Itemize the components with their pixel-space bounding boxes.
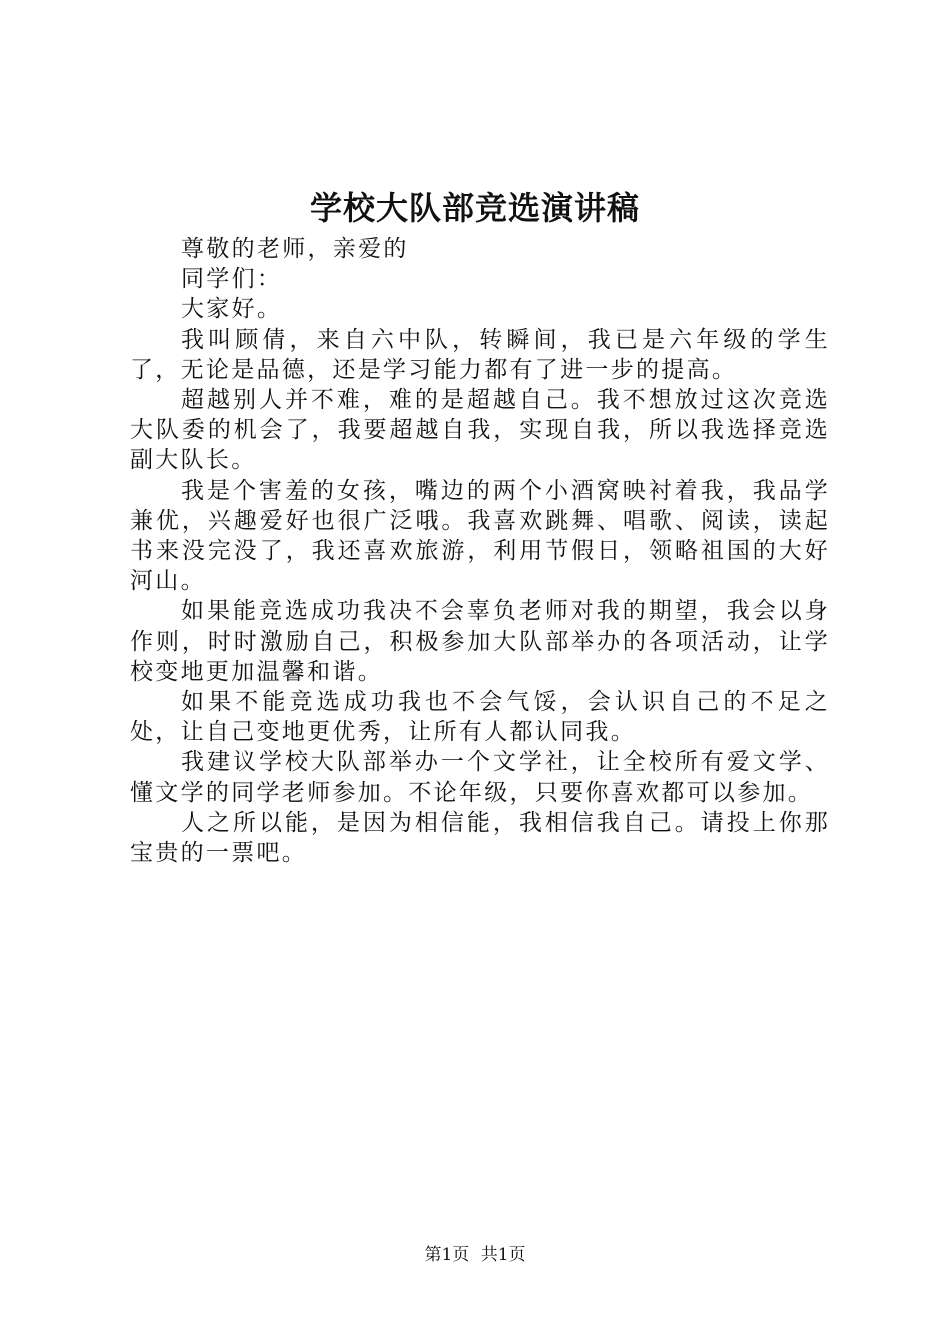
- paragraph: 我是个害羞的女孩，嘴边的两个小酒窝映衬着我，我品学兼优，兴趣爱好也很广泛哦。我喜欢跳舞、唱歌、阅读，读起书来没完没了，我还喜欢旅游，利用节假日，领略祖国的大好河山。: [130, 477, 830, 595]
- paragraph: 尊敬的老师，亲爱的: [181, 236, 409, 262]
- document-body: [130, 234, 830, 868]
- paragraph: 我建议学校大队部举办一个文学社，让全校所有爱文学、懂文学的同学老师参加。不论年级，只要你喜欢都可以参加。: [130, 749, 830, 806]
- paragraph: 我叫顾倩，来自六中队，转瞬间，我已是六年级的学生了，无论是品德，还是学习能力都有了进一步的提高。: [130, 326, 830, 383]
- paragraph: 同学们：: [181, 266, 283, 293]
- paragraph: 大家好。: [181, 296, 283, 323]
- page-footer: [0, 1240, 950, 1270]
- paragraph: 如果不能竞选成功我也不会气馁，会认识自己的不足之处，让自己变地更优秀，让所有人都认同我。: [130, 689, 830, 746]
- page-current: 第1页: [424, 1245, 470, 1265]
- paragraph: 超越别人并不难，难的是超越自己。我不想放过这次竞选大队委的机会了，我要超越自我，实现自我，所以我选择竞选副大队长。: [130, 387, 830, 474]
- document-title: 学校大队部竞选演讲稿: [309, 189, 640, 227]
- paragraph: 如果能竞选成功我决不会辜负老师对我的期望，我会以身作则，时时激励自己，积极参加大队部举办的各项活动，让学校变地更加温馨和谐。: [130, 598, 830, 685]
- page-total: 共1页: [480, 1245, 526, 1265]
- paragraph: 人之所以能，是因为相信能，我相信我自己。请投上你那宝贵的一票吧。: [130, 809, 830, 867]
